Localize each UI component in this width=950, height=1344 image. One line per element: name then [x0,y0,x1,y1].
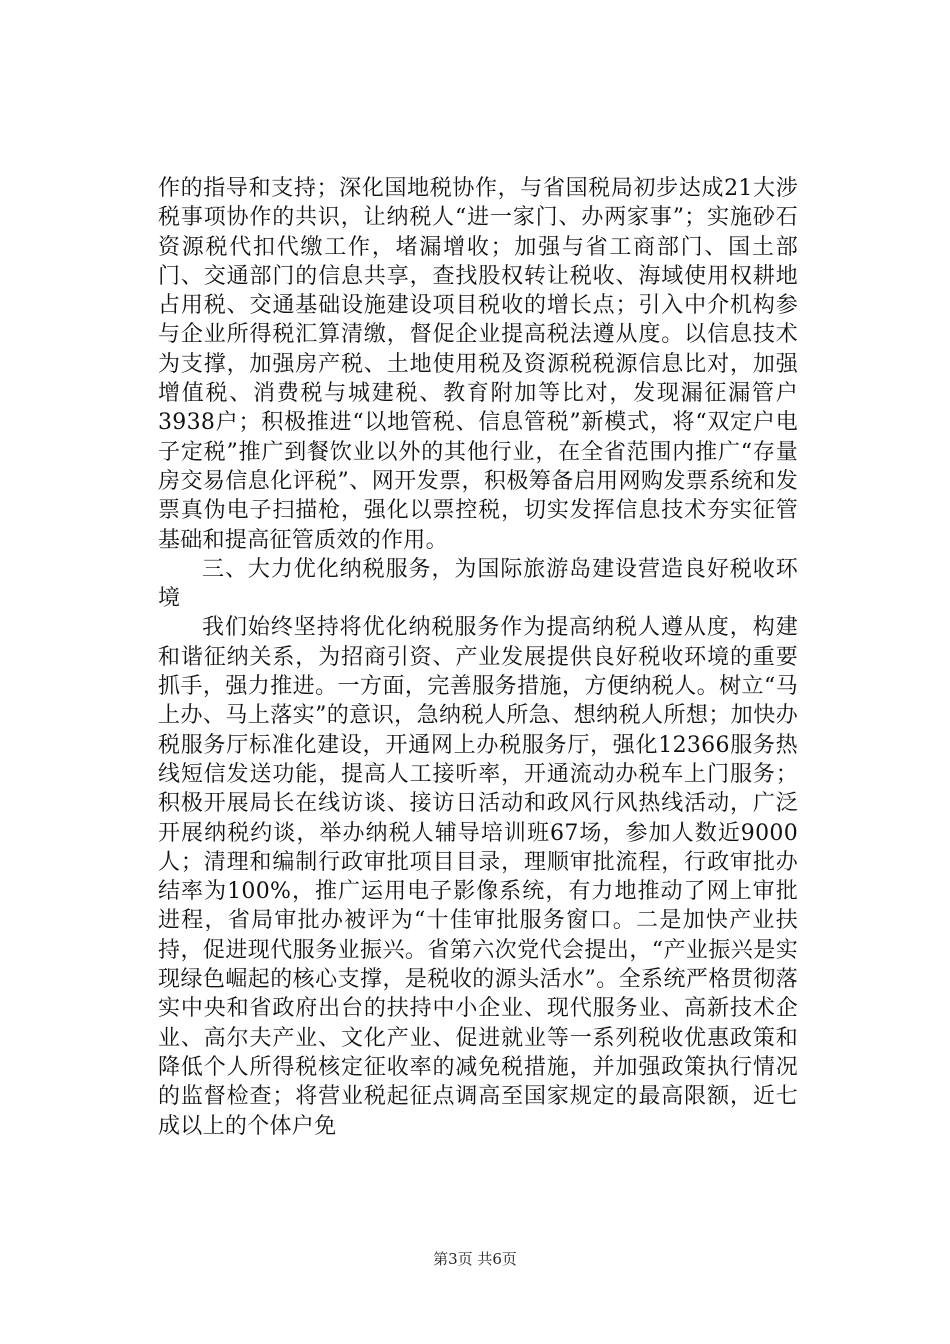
paragraph-service: 我们始终坚持将优化纳税服务作为提高纳税人遵从度，构建和谐征纳关系，为招商引资、产业发展提供良好税收环境的重要抓手，强力推进。一方面，完善服务措施，方便纳税人。树立“马上办、马上落实”的意识，急纳税人所急、想纳税人所想；加快办税服务厅标准化建设，开通网上办税服务厅，强化12366服务热线短信发送功能，提高人工接听率，开通流动办税车上门服务；积极开展局长在线访谈、接访日活动和政风行风热线活动，广泛开展纳税约谈，举办纳税人辅导培训班67场，参加人数近9000人；清理和编制行政审批项目目录，理顺审批流程，行政审批办结率为100%，推广运用电子影像系统，有力地推动了网上审批进程，省局审批办被评为“十佳审批服务窗口。二是加快产业扶持，促进现代服务业振兴。省第六次党代会提出，“产业振兴是实现绿色崛起的核心支撑，是税收的源头活水”。全系统严格贯彻落实中央和省政府出台的扶持中小企业、现代服务业、高新技术企业、高尔夫产业、文化产业、促进就业等一系列税收优惠政策和降低个人所得税核定征收率的减免税措施，并加强政策执行情况的监督检查；将营业税起征点调高至国家规定的最高限额，近七成以上的个体户免 [158,615,798,1139]
paragraph-continued: 作的指导和支持；深化国地税协作，与省国税局初步达成21大涉税事项协作的共识，让纳税人“进一家门、办两家事”；实施砂石资源税代扣代缴工作，堵漏增收；加强与省工商部门、国土部门、交通部门的信息共享，查找股权转让税收、海域使用权耕地占用税、交通基础设施建设项目税收的增长点；引入中介机构参与企业所得税汇算清缴，督促企业提高税法遵从度。以信息技术为支撑，加强房产税、土地使用税及资源税税源信息比对，加强增值税、消费税与城建税、教育附加等比对，发现漏征漏管户3938户；积极推进“以地管税、信息管税”新模式，将“双定户电子定税”推广到餐饮业以外的其他行业，在全省范围内推广“存量房交易信息化评税”、网开发票，积极筹备启用网购发票系统和发票真伪电子扫描枪，强化以票控税，切实发挥信息技术夯实征管基础和提高征管质效的作用。 [158,176,798,553]
section-heading: 三、大力优化纳税服务，为国际旅游岛建设营造良好税收环境 [158,556,798,612]
document-body [158,174,798,1141]
page-number-footer: 第3页 共6页 [433,1250,517,1268]
